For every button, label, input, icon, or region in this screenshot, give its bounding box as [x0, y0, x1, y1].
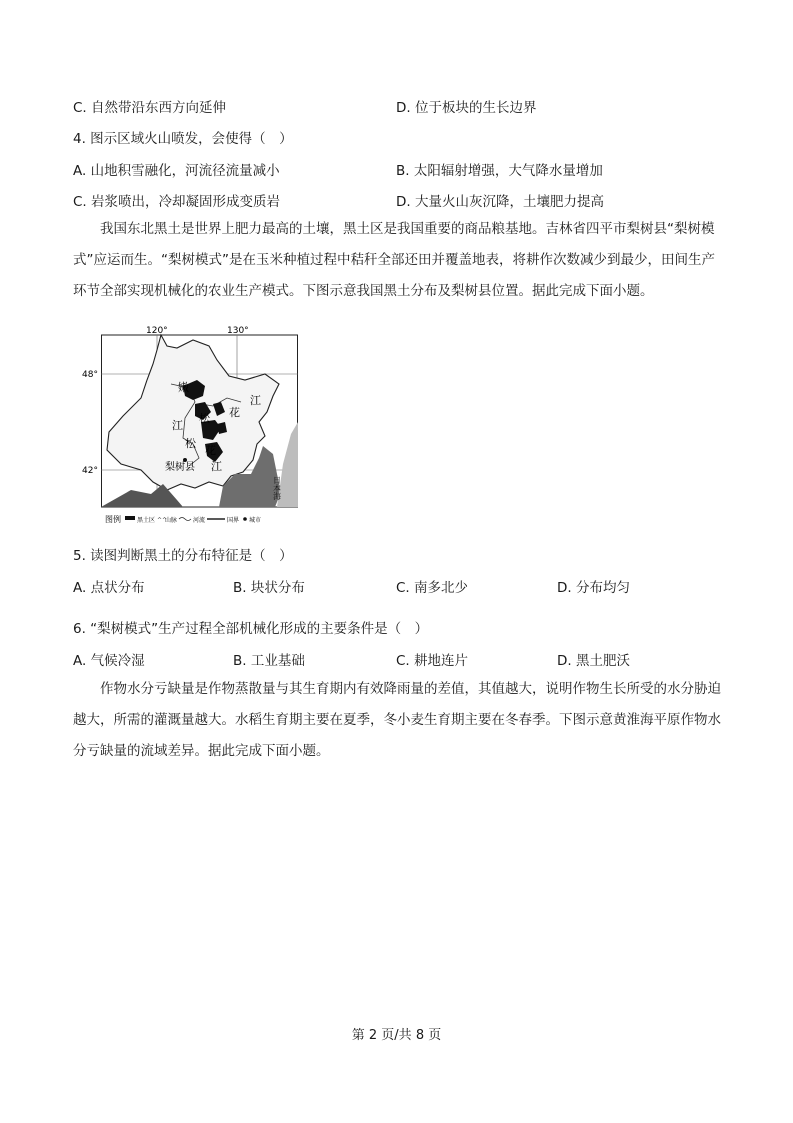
q3-option-c: C. 自然带沿东西方向延伸 — [73, 100, 227, 116]
q5-option-b: B. 块状分布 — [233, 580, 305, 596]
map-label-song-1: 松 — [199, 412, 210, 425]
q6-option-b: B. 工业基础 — [233, 653, 305, 669]
q6-option-d: D. 黑土肥沃 — [557, 653, 630, 669]
q6-option-a: A. 气候冷湿 — [73, 653, 145, 669]
passage-black-soil: 我国东北黑土是世界上肥力最高的土壤，黑土区是我国重要的商品粮基地。吉林省四平市梨树县“梨树模式”应运而生。“梨树模式”是在玉米种植过程中秸秆全部还田并覆盖地表，将耕作次数减少到最少，田间生产环节全部实现机械化的农业生产模式。下图示意我国黑土分布及梨树县位置。据此完成下面小题。 — [73, 221, 715, 299]
lon-120-label: 120° — [146, 326, 168, 336]
map-label-nen: 嫩 — [178, 381, 189, 394]
q3-option-d: D. 位于板块的生长边界 — [396, 100, 537, 116]
page-footer: 第 2 页/共 8 页 — [351, 1028, 442, 1043]
q5-option-c: C. 南多北少 — [396, 580, 469, 596]
lat-42-label: 42° — [82, 466, 98, 476]
q5-option-a: A. 点状分布 — [73, 580, 145, 596]
legend-border: 国界 — [227, 517, 240, 524]
q4-option-a: A. 山地积雪融化，河流径流量减小 — [73, 163, 280, 179]
q4-option-b: B. 太阳辐射增强，大气降水量增加 — [396, 163, 603, 179]
lat-48-label: 48° — [82, 370, 98, 380]
legend-mountain: 山脉 — [165, 517, 178, 524]
legend-title: 图例 — [105, 515, 121, 524]
legend-city: 城市 — [249, 517, 262, 524]
black-soil-map — [82, 324, 299, 526]
passage-water-deficit: 作物水分亏缺量是作物蒸散量与其生育期内有效降雨量的差值，其值越大，说明作物生长所受的水分胁迫越大，所需的灌溉量越大。水稻生育期主要在夏季，冬小麦生育期主要在冬春季。下图示意黄淮海平原作物水分亏缺量的流域差异。据此完成下面小题。 — [73, 681, 721, 759]
legend-city-symbol — [243, 517, 247, 521]
q6-option-c: C. 耕地连片 — [396, 653, 469, 669]
sea-label: 日本海 — [272, 476, 282, 500]
q5-stem: 5. 读图判断黑土的分布特征是（ ） — [73, 548, 293, 564]
map-label-lishu: 梨树县 — [165, 462, 195, 473]
q5-option-d: D. 分布均匀 — [557, 580, 630, 596]
map-label-song-2: 松 — [185, 437, 196, 450]
map-label-jiang-3: 江 — [211, 460, 222, 473]
lon-130-label: 130° — [227, 326, 249, 336]
map-label-jiang-2: 江 — [250, 394, 261, 407]
q4-option-d: D. 大量火山灰沉降，土壤肥力提高 — [396, 194, 604, 210]
q4-stem: 4. 图示区域火山喷发，会使得（ ） — [73, 131, 293, 147]
legend-black-soil-swatch — [125, 516, 135, 520]
legend-river: 河流 — [193, 517, 206, 524]
map-label-hua-1: 花 — [229, 406, 240, 419]
map-label-hua-2: 花 — [205, 444, 216, 457]
q4-option-c: C. 岩浆喷出，冷却凝固形成变质岩 — [73, 194, 281, 210]
q6-stem: 6. “梨树模式”生产过程全部机械化形成的主要条件是（ ） — [73, 621, 429, 637]
legend-black-soil: 黑土区 — [137, 517, 156, 524]
map-label-jiang-1: 江 — [172, 419, 183, 432]
legend-river-symbol — [179, 518, 191, 521]
legend-mountain-symbol: ^^ — [157, 517, 168, 524]
